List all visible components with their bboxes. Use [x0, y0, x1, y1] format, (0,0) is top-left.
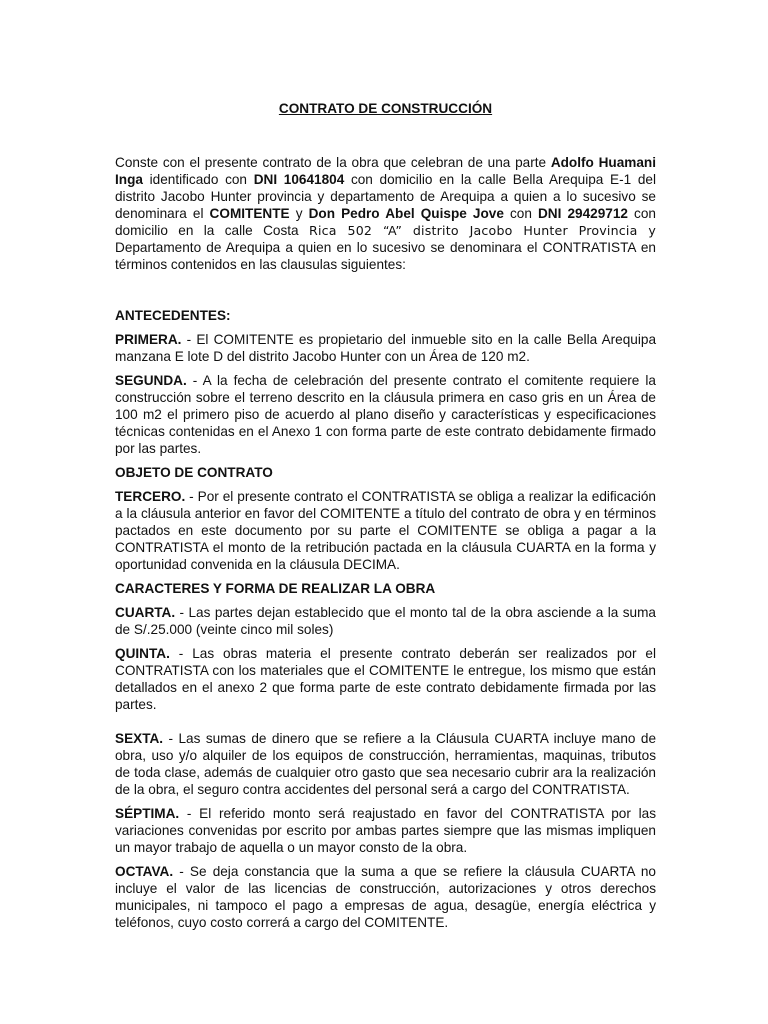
clause-label: CUARTA. [115, 605, 176, 620]
section-heading-caracteres: CARACTERES Y FORMA DE REALIZAR LA OBRA [115, 581, 436, 596]
clause-label: OCTAVA. [115, 864, 174, 879]
clause-label: SÉPTIMA. [115, 806, 180, 821]
party-name-comitente: Adolfo Huamani Inga [115, 155, 656, 187]
dni-contratista: DNI 29429712 [537, 206, 628, 221]
section-heading-objeto: OBJETO DE CONTRATO [115, 465, 273, 480]
clause-text: - Las partes dejan establecido que el monto tal de la obra asciende a la suma de S/.25.000 (veinte cinco mil soles) [115, 605, 656, 637]
intro-text: con domicilio en la calle Bella Arequipa E-1 del distrito Jacobo Hunter provincia y departamento de Arequipa a quien a lo sucesivo se denominara el [115, 172, 657, 221]
section-heading-antecedentes: ANTECEDENTES: [115, 308, 231, 323]
intro-text: con [503, 206, 538, 221]
clause-tercero [115, 488, 656, 573]
clause-primera [115, 331, 656, 365]
clause-text: - Las sumas de dinero que se refiere a la Cláusula CUARTA incluye mano de obra, uso y/o alquiler de los equipos de construcción, herramientas, maquinas, tributos de toda clase, además de cualquier otro gasto que sea necesario cubrir ara la realización de la obra, el seguro contra accidentes del personal será a cargo del CONTRATISTA. [115, 731, 656, 797]
intro-paragraph [115, 154, 656, 273]
party-name-contratista: Don Pedro Abel Quispe Jove [308, 206, 504, 221]
clause-label: SEGUNDA. [115, 373, 187, 388]
intro-text: Departamento de Arequipa a quien en lo sucesivo se denominara el CONTRATISTA en términos contenidos en las clausulas siguientes: [115, 240, 656, 272]
clause-octava [115, 863, 656, 931]
clause-label: SEXTA. [115, 731, 164, 746]
clause-text: - El referido monto será reajustado en favor del CONTRATISTA por las variaciones convenidas por escrito por ambas partes siempre que las mismas impliquen un mayor trabajo de aquella o un mayor consto de la obra. [115, 806, 656, 855]
clause-label: TERCERO. [115, 489, 186, 504]
clause-sexta [115, 730, 656, 798]
clause-text: - Por el presente contrato el CONTRATISTA se obliga a realizar la edificación a la cláusula anterior en favor del COMITENTE a título del contrato de obra y en términos pactados en este documento por su parte el COMITENTE se obliga a pagar a la CONTRATISTA el monto de la retribución pactada en la cláusula CUARTA en la forma y oportunidad convenida en la cláusula DECIMA. [115, 489, 656, 572]
clause-label: QUINTA. [115, 646, 170, 661]
clause-text: - El COMITENTE es propietario del inmueble sito en la calle Bella Arequipa manzana E lote D del distrito Jacobo Hunter con un Área de 120 m2. [115, 332, 656, 364]
clause-text: - Se deja constancia que la suma a que se refiere la cláusula CUARTA no incluye el valor de las licencias de construcción, autorizaciones y otros derechos municipales, ni tampoco el pago a empresas de agua, desagüe, energía eléctrica y teléfonos, cuyo costo correrá a cargo del COMITENTE. [115, 864, 656, 930]
intro-address-text: Rica 502 “A” distrito Jacobo Hunter Provincia y [309, 223, 656, 238]
clause-label: PRIMERA. [115, 332, 182, 347]
comitente-label: COMITENTE [209, 206, 290, 221]
clause-text: - Las obras materia el presente contrato deberán ser realizados por el CONTRATISTA con los materiales que el COMITENTE le entregue, los mismo que están detallados en el anexo 2 que forma parte de este contrato debidamente firmada por las partes. [115, 646, 656, 712]
dni-comitente: DNI 10641804 [253, 172, 345, 187]
clause-segunda [115, 372, 656, 457]
clause-cuarta [115, 604, 656, 638]
intro-text: identificado con [142, 172, 254, 187]
clause-quinta [115, 645, 656, 713]
document-body [115, 100, 656, 931]
intro-text: con domicilio en la calle Costa [115, 206, 656, 238]
clause-text: - A la fecha de celebración del presente contrato el comitente requiere la construcción sobre el terreno descrito en la cláusula primera en caso gris en un Área de 100 m2 el primero piso de acuerdo al plano diseño y características y especificaciones técnicas contenidas en el Anexo 1 con forma parte de este contrato debidamente firmado por las partes. [115, 373, 656, 456]
intro-text: Conste con el presente contrato de la obra que celebran de una parte [115, 155, 551, 170]
intro-text: y [289, 206, 309, 221]
document-title: CONTRATO DE CONSTRUCCIÓN [278, 101, 493, 116]
clause-septima [115, 805, 656, 856]
